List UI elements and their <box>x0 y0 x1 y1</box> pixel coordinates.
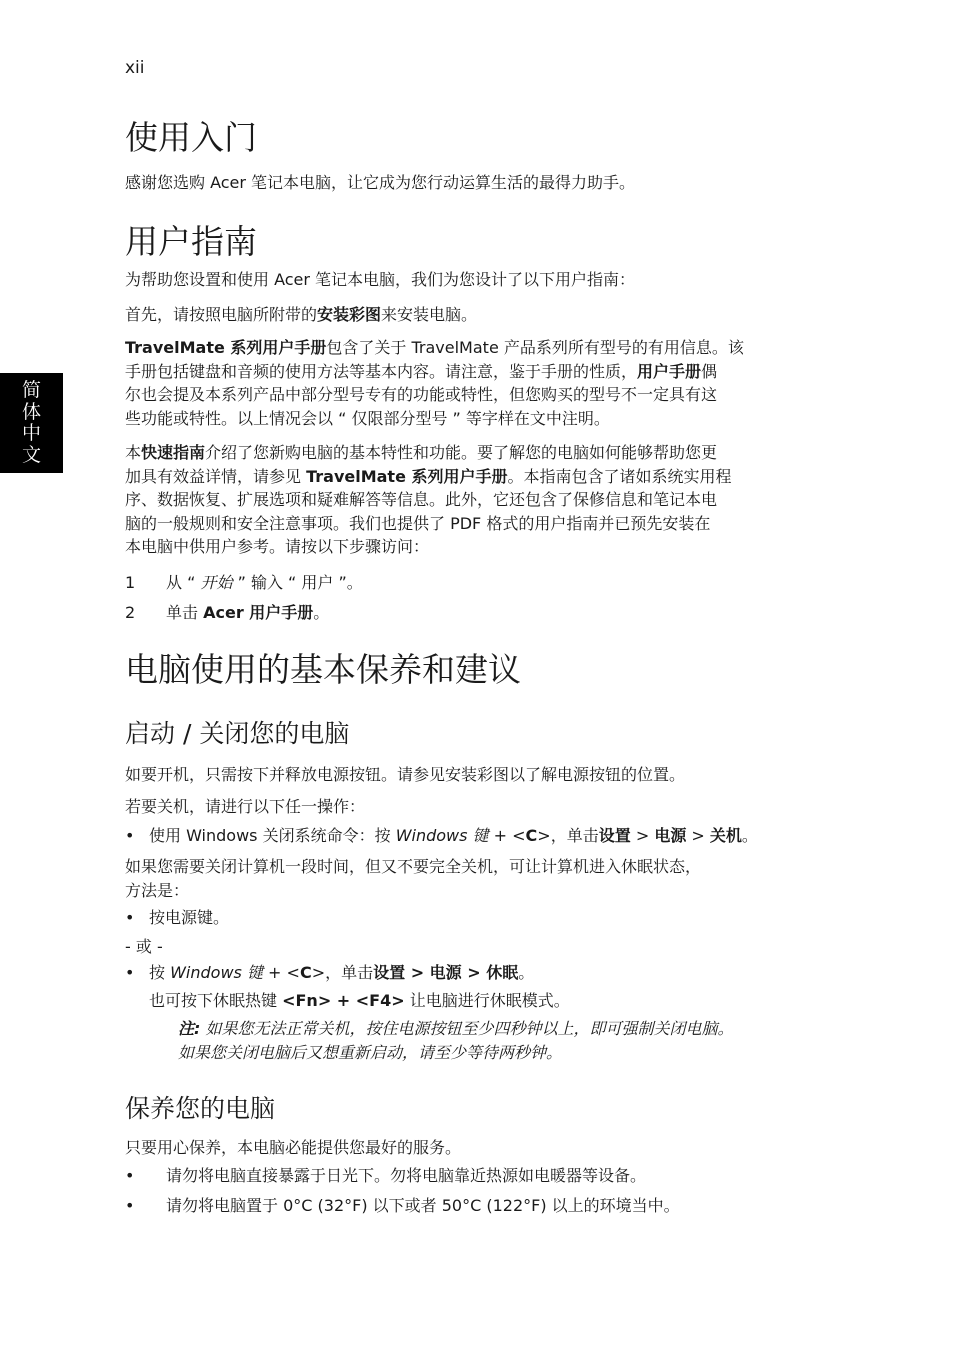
text-run: 手册包括键盘和音频的使用方法等基本内容。请注意，鉴于手册的性质， <box>125 361 638 381</box>
note-block <box>178 1017 734 1064</box>
step-text <box>166 601 329 625</box>
side-tab-char: 简 <box>21 379 41 401</box>
power-key-bullet-text: 按电源键。 <box>149 908 230 927</box>
bullet-mark <box>125 1194 134 1218</box>
page-number: xii <box>125 58 145 78</box>
care-bullet-text: 请勿将电脑直接暴露于日光下。勿将电脑靠近热源如电暖器等设备。 <box>166 1166 647 1185</box>
text-run: 也可按下休眠热键 <box>149 991 283 1010</box>
bullet-mark <box>125 824 134 848</box>
text-line: 序、数据恢复、扩展选项和疑难解答等信息。此外，它还包含了保修信息和笔记本电 <box>125 490 718 509</box>
subsection-title-power: 启动 / 关闭您的电脑 <box>125 719 350 748</box>
care-paragraph: 只要用心保养，本电脑必能提供您最好的服务。 <box>125 1138 462 1157</box>
text-run: 让电脑进行休眠模式。 <box>404 991 570 1010</box>
subsection-title-care: 保养您的电脑 <box>125 1094 276 1123</box>
settings-power-sleep-term: 设置 > 电源 > 休眠 <box>373 963 519 982</box>
text-run: 包含了关于 TravelMate 产品系列所有型号的有用信息。该 <box>326 338 744 357</box>
text-line: 如果您需要关闭计算机一段时间，但又不要完全关机，可让计算机进入休眠状态， <box>125 857 702 876</box>
text-line: 脑的一般规则和安全注意事项。我们也提供了 PDF 格式的用户指南并已预先安装在 <box>125 513 711 533</box>
bullet-mark <box>125 961 134 985</box>
quick-guide-term: 快速指南 <box>141 443 206 462</box>
section-title-user-guide: 用户指南 <box>125 222 257 261</box>
guide-paragraph-1: 为帮助您设置和使用 Acer 笔记本电脑，我们为您设计了以下用户指南： <box>125 270 636 289</box>
text-run: 。 <box>741 826 758 845</box>
step-number: 1 <box>125 573 136 592</box>
text-run: 介绍了您新购电脑的基本特性和功能。要了解您的电脑如何能够帮助您更 <box>205 443 718 462</box>
text-run: + < <box>488 826 526 845</box>
section-title-care-tips: 电脑使用的基本保养和建议 <box>125 650 521 689</box>
language-side-tab <box>0 373 63 473</box>
text-run: + < <box>262 963 300 982</box>
text-line: 如果您关闭电脑后又想重新启动，请至少等待两秒钟。 <box>178 1042 563 1062</box>
users-manual-term: TravelMate 系列用户手册 <box>306 466 508 486</box>
guide-paragraph-4 <box>125 441 815 559</box>
text-run: 。本指南包含了诸如系统实用程 <box>507 466 732 486</box>
settings-term: 设置 <box>598 826 631 845</box>
side-tab-char: 体 <box>21 400 41 423</box>
guide-paragraph-3 <box>125 336 815 430</box>
text-run: > <box>630 826 655 845</box>
text-run: 首先，请按照电脑所附带的 <box>125 305 318 324</box>
text-line: 些功能或特性。以上情况会以 “ 仅限部分型号 ” 等字样在文中注明。 <box>125 408 610 428</box>
key-term: C <box>525 826 538 845</box>
section-title-getting-started: 使用入门 <box>125 118 257 157</box>
hibernate-bullet-text <box>149 961 534 985</box>
step-number: 2 <box>125 603 136 622</box>
power-paragraph-1: 如要开机，只需按下并释放电源按钮。请参见安装彩图以了解电源按钮的位置。 <box>125 765 686 784</box>
or-separator: - 或 - <box>125 937 163 956</box>
text-run: 来安装电脑。 <box>381 305 478 324</box>
power-term: 电源 <box>654 826 687 845</box>
step-text <box>166 571 363 595</box>
side-tab-char: 文 <box>21 443 41 466</box>
windows-key-term: Windows 键 <box>170 963 263 982</box>
hotkey-term: <Fn> + <F4> <box>282 991 405 1010</box>
text-run: 加具有效益详情，请参见 <box>125 466 307 486</box>
side-tab-char: 中 <box>21 422 41 444</box>
text-line: 尔也会提及本系列产品中部分型号专有的功能或特性，但您购买的型号不一定具有这 <box>125 385 718 404</box>
intro-paragraph: 感谢您选购 Acer 笔记本电脑，让它成为您行动运算生活的最得力助手。 <box>125 173 636 192</box>
text-run: 偶 <box>701 361 718 381</box>
bullet-mark <box>125 1164 134 1188</box>
text-run: 。 <box>518 963 535 982</box>
users-manual-term: TravelMate 系列用户手册 <box>125 338 327 357</box>
care-bullet-text: 请勿将电脑置于 0°C (32°F) 以下或者 50°C (122°F) 以上的环境当中。 <box>166 1196 680 1215</box>
guide-paragraph-2 <box>125 303 815 327</box>
note-label: 注: <box>178 1019 201 1038</box>
text-run: 单击 <box>166 603 204 622</box>
power-paragraph-2: 若要关机，请进行以下任一操作： <box>125 797 366 816</box>
text-line: 本电脑中供用户参考。请按以下步骤访问： <box>125 537 430 556</box>
key-term: C <box>299 963 312 982</box>
windows-key-term: Windows 键 <box>395 826 489 845</box>
setup-poster-term: 安装彩图 <box>317 305 382 324</box>
hotkey-line <box>149 989 570 1013</box>
start-term: 开始 <box>200 573 233 592</box>
text-run: 从 “ <box>166 573 201 592</box>
users-manual-term: 用户手册 <box>637 361 702 381</box>
text-run: ” 输入 “ 用户 ”。 <box>232 573 363 592</box>
hibernate-paragraph <box>125 855 815 902</box>
text-run: >，单击 <box>311 963 374 982</box>
text-run: 如果您无法正常关机，按住电源按钮至少四秒钟以上，即可强制关闭电脑。 <box>200 1019 734 1038</box>
text-run: 使用 Windows 关闭系统命令：按 <box>149 826 396 845</box>
text-run: 。 <box>313 603 330 622</box>
text-line: 方法是： <box>125 880 190 900</box>
shutdown-bullet-text <box>149 824 758 848</box>
text-run: 按 <box>149 963 171 982</box>
text-run: > <box>686 826 710 845</box>
text-run: >，单击 <box>537 826 599 845</box>
text-run: 本 <box>125 443 142 462</box>
bullet-mark <box>125 906 134 930</box>
acer-users-manual-term: Acer 用户手册 <box>203 603 314 622</box>
shutdown-term: 关机 <box>709 826 742 845</box>
